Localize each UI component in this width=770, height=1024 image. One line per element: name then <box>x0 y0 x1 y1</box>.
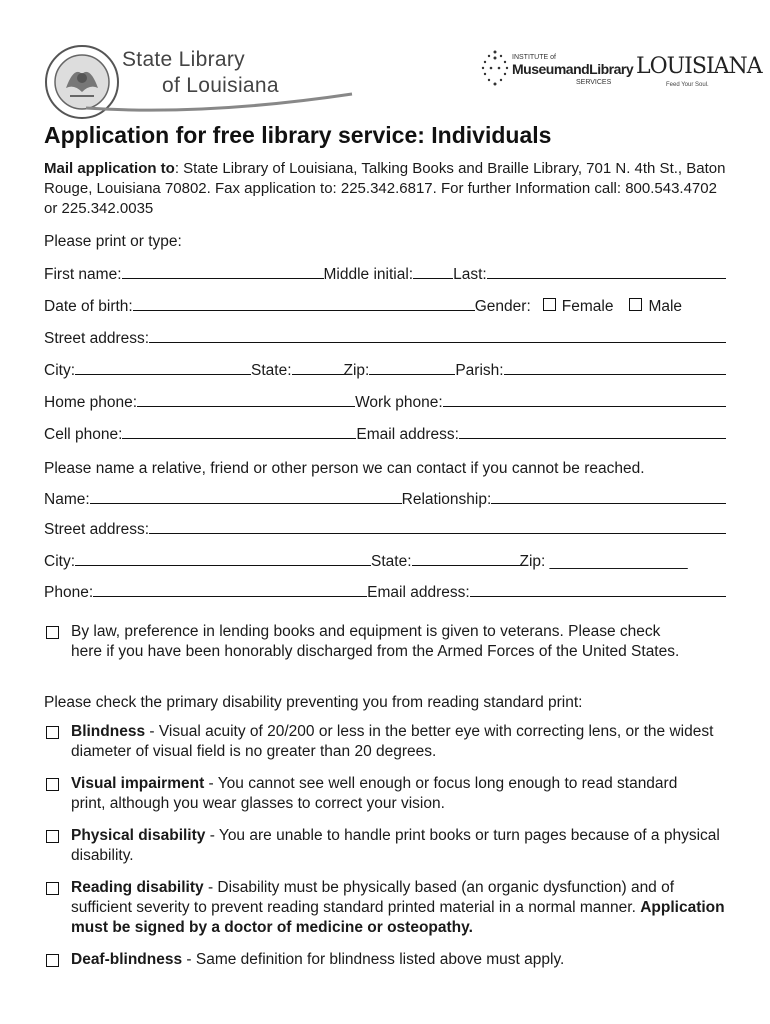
deaf-blindness-checkbox[interactable] <box>46 954 59 967</box>
email-field[interactable] <box>459 424 726 439</box>
physical-disability-text: - You are unable to handle print books or turn pages because of a physical disability. <box>71 827 720 864</box>
mail-instructions <box>44 159 734 219</box>
cell-phone-field[interactable] <box>122 424 356 439</box>
contact-email-label: Email address: <box>367 584 470 601</box>
veteran-option <box>44 622 734 662</box>
state-library-title: State Library <box>122 48 245 71</box>
city-field[interactable] <box>75 360 251 375</box>
disability-option-reading <box>44 878 734 938</box>
cell-row <box>44 424 726 444</box>
contact-city-field[interactable] <box>75 551 371 566</box>
deaf-blindness-text: - Same definition for blindness listed above must apply. <box>182 951 565 968</box>
street-label: Street address: <box>44 330 150 347</box>
state-library-logo <box>44 40 364 120</box>
state-label: State: <box>251 362 292 379</box>
mail-text: : State Library of Louisiana, Talking Books and Braille Library, 701 N. 4th St., Baton Rouge, Louisiana 70802. Fax application to: 225.342.6817. For further Information call: 800.543.4702 or 225.342.0035 <box>44 160 726 217</box>
street-row <box>44 328 726 348</box>
first-name-label: First name: <box>44 266 122 283</box>
contact-street-label: Street address: <box>44 521 150 538</box>
phone-row <box>44 392 726 412</box>
home-phone-field[interactable] <box>137 392 355 407</box>
disability-option-blindness <box>44 722 734 762</box>
reading-disability-text: - Disability must be physically based (an organic dysfunction) and of sufficient severity to prevent reading standard printed material in a normal manner. <box>71 879 675 916</box>
email-label: Email address: <box>356 426 459 443</box>
city-row <box>44 360 726 380</box>
city-label: City: <box>44 362 75 379</box>
middle-initial-label: Middle initial: <box>323 266 414 283</box>
imls-logo <box>480 46 634 96</box>
contact-phone-label: Phone: <box>44 584 94 601</box>
reading-disability-checkbox[interactable] <box>46 882 59 895</box>
contact-phone-row <box>44 582 726 602</box>
middle-initial-field[interactable] <box>413 264 453 279</box>
female-checkbox[interactable] <box>543 298 556 311</box>
contact-state-field[interactable] <box>412 551 520 566</box>
mail-label: Mail application to <box>44 160 175 177</box>
louisiana-wordmark: LOUISIANA <box>636 54 762 79</box>
dob-field[interactable] <box>133 296 475 311</box>
zip-field[interactable] <box>369 360 455 375</box>
disability-option-physical <box>44 826 734 866</box>
doctor-signature-notice: Application must be signed by a doctor of medicine or osteopathy. <box>71 899 725 936</box>
last-name-field[interactable] <box>487 264 726 279</box>
imls-services-label: SERVICES <box>576 79 612 86</box>
louisiana-tagline: Feed Your Soul. <box>666 82 709 88</box>
blindness-label: Blindness <box>71 723 146 740</box>
blindness-text: - Visual acuity of 20/200 or less in the better eye with correcting lens, or the widest diameter of visual field is no greater than 20 degrees. <box>71 723 714 760</box>
imls-institute-label: INSTITUTE of <box>512 54 556 61</box>
contact-zip-label[interactable]: Zip: ________________ <box>519 553 688 570</box>
imls-name: MuseumandLibrary <box>512 61 634 77</box>
contact-email-field[interactable] <box>470 582 726 597</box>
home-phone-label: Home phone: <box>44 394 138 411</box>
disability-option-visual-impairment <box>44 774 734 814</box>
last-name-label: Last: <box>453 266 487 283</box>
contact-city-label: City: <box>44 553 75 570</box>
visual-impairment-label: Visual impairment <box>71 775 205 792</box>
contact-street-field[interactable] <box>149 519 726 534</box>
reading-disability-label: Reading disability <box>71 879 204 896</box>
blindness-checkbox[interactable] <box>46 726 59 739</box>
page-header <box>0 0 770 120</box>
contact-name-field[interactable] <box>90 489 402 504</box>
contact-city-row <box>44 551 726 571</box>
deaf-blindness-label: Deaf-blindness <box>71 951 183 968</box>
imls-starburst-icon <box>480 48 510 88</box>
page-title: Application for free library service: Individuals <box>44 122 552 148</box>
contact-state-label: State: <box>371 553 412 570</box>
disability-option-deaf-blindness <box>44 950 734 970</box>
work-phone-label: Work phone: <box>355 394 443 411</box>
gender-label: Gender: <box>474 298 531 315</box>
first-name-field[interactable] <box>122 264 324 279</box>
contact-name-label: Name: <box>44 491 90 508</box>
relationship-label: Relationship: <box>401 491 492 508</box>
contact-prompt: Please name a relative, friend or other person we can contact if you cannot be reached. <box>44 460 645 477</box>
contact-name-row <box>44 489 726 509</box>
relationship-field[interactable] <box>491 489 726 504</box>
street-field[interactable] <box>149 328 726 343</box>
cell-phone-label: Cell phone: <box>44 426 123 443</box>
male-checkbox[interactable] <box>629 298 642 311</box>
disability-prompt: Please check the primary disability preventing you from reading standard print: <box>44 694 583 711</box>
parish-label: Parish: <box>455 362 504 379</box>
visual-impairment-text: - You cannot see well enough or focus long enough to read standard print, although you wear glasses to correct your vision. <box>71 775 678 812</box>
work-phone-field[interactable] <box>443 392 726 407</box>
state-field[interactable] <box>292 360 344 375</box>
veteran-text: By law, preference in lending books and equipment is given to veterans. Please check here if you have been honorably discharged from the Armed Forces of the United States. <box>71 623 680 660</box>
print-prompt: Please print or type: <box>44 233 182 250</box>
parish-field[interactable] <box>504 360 726 375</box>
female-label: Female <box>561 298 614 315</box>
physical-disability-checkbox[interactable] <box>46 830 59 843</box>
veteran-checkbox[interactable] <box>46 626 59 639</box>
name-row <box>44 264 726 284</box>
dob-label: Date of birth: <box>44 298 133 315</box>
zip-label: Zip: <box>343 362 370 379</box>
male-label: Male <box>648 298 683 315</box>
dob-row <box>44 296 726 316</box>
visual-impairment-checkbox[interactable] <box>46 778 59 791</box>
state-library-subtitle: of Louisiana <box>162 74 279 97</box>
louisiana-logo <box>636 54 762 94</box>
physical-disability-label: Physical disability <box>71 827 206 844</box>
contact-street-row <box>44 519 726 539</box>
contact-phone-field[interactable] <box>93 582 367 597</box>
